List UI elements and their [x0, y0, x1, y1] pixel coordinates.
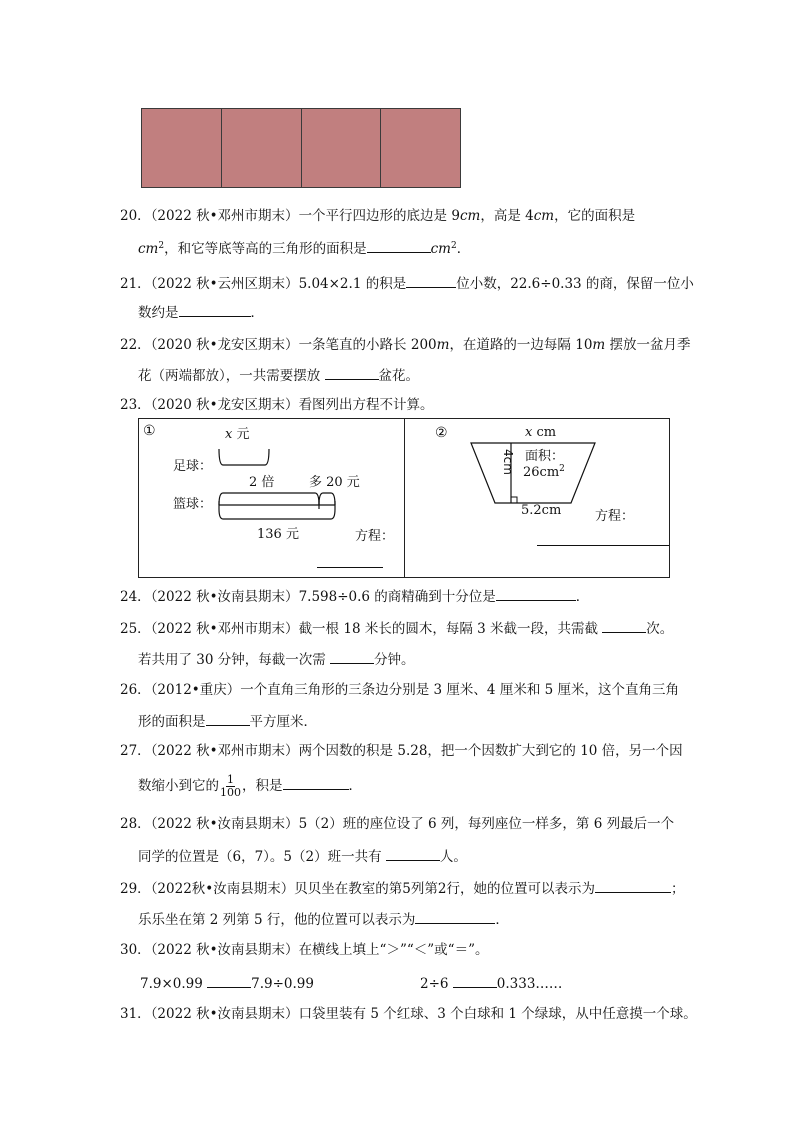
answer-blank[interactable]	[325, 365, 379, 380]
fraction-one-hundredth: $\frac{1}{100}$	[220, 773, 241, 799]
question-source: （2022 秋•邓州市期末）	[150, 208, 299, 224]
trapezoid-height-label: 4cm	[501, 449, 515, 475]
figure-divider	[404, 419, 405, 577]
question-source: （2022 秋•汝南县期末）	[150, 589, 299, 605]
question-28: 28．（2022 秋•汝南县期末）5（2）班的座位设了 6 列，每列座位一样多，第 6 列最后一个	[120, 816, 675, 832]
question-number: 26．	[120, 682, 151, 698]
question-source: （2020 秋•龙安区期末）	[150, 397, 299, 413]
figure-2-marker: ②	[435, 425, 448, 441]
question-28-cont: 同学的位置是（6，7）。5（2）班一共有 人。	[138, 846, 467, 866]
question-number: 23．	[120, 397, 151, 413]
question-22-cont: 花（两端都放），一共需要摆放 盆花。	[138, 365, 419, 385]
question-25: 25．（2022 秋•邓州市期末）截一根 18 米长的圆木，每隔 3 米截一段，共需截 次。	[120, 618, 673, 638]
square-tile	[222, 109, 302, 187]
question-number: 20．	[120, 208, 151, 224]
answer-blank[interactable]	[367, 238, 431, 253]
equation-label-2: 方程：	[595, 509, 635, 524]
answer-blank[interactable]	[602, 618, 646, 633]
answer-blank[interactable]	[206, 711, 250, 726]
question-number: 27．	[120, 743, 151, 759]
square-tiles-figure	[141, 108, 461, 188]
question-21: 21．（2022 秋•云州区期末）5.04×2.1 的积是 位小数，22.6÷0.33 的商，保留一位小	[120, 273, 694, 293]
question-20: 20．（2022 秋•邓州市期末）一个平行四边形的底边是 9cm，高是 4cm，它的面积是	[120, 208, 636, 224]
answer-blank[interactable]	[453, 973, 497, 988]
answer-blank[interactable]	[496, 586, 576, 601]
question-27: 27．（2022 秋•邓州市期末）两个因数的积是 5.28，把一个因数扩大到它的 10 倍，另一个因	[120, 743, 683, 759]
question-30: 30．（2022 秋•汝南县期末）在横线上填上“＞”“＜”或“＝”。	[120, 942, 489, 958]
question-source: （2022 秋•汝南县期末）	[150, 942, 299, 958]
square-tile	[381, 109, 460, 187]
question-source: （2022 秋•邓州市期末）	[150, 621, 299, 637]
question-29: 29．（2022秋•汝南县期末）贝贝坐在教室的第5列第2行，她的位置可以表示为 ；	[120, 878, 684, 898]
question-number: 21．	[120, 276, 151, 292]
question-number: 30．	[120, 942, 151, 958]
question-24: 24．（2022 秋•汝南县期末）7.598÷0.6 的商精确到十分位是 ．	[120, 586, 589, 606]
question-30-expr-2: 2÷6 0.333……	[420, 973, 562, 993]
figure-1-x-label: x 元	[225, 427, 250, 442]
question-20-cont: $cm^2$，和它等底等高的三角形的面积是 $cm^2$．	[138, 238, 470, 258]
answer-blank[interactable]	[406, 273, 456, 288]
question-source: （2012•重庆）	[150, 682, 241, 698]
question-number: 25．	[120, 621, 151, 637]
question-29-cont: 乐乐坐在第 2 列第 5 行，他的位置可以表示为 ．	[138, 909, 509, 929]
question-23: 23．（2020 秋•龙安区期末）看图列出方程不计算。	[120, 397, 434, 413]
question-30-expr-1: 7.9×0.99 7.9÷0.99	[140, 973, 314, 993]
times-two-label: 2 倍	[249, 475, 275, 490]
answer-blank[interactable]	[595, 878, 671, 893]
basketball-label: 篮球：	[173, 497, 213, 512]
equation-figures-box	[138, 418, 670, 578]
question-source: （2022 秋•汝南县期末）	[150, 1006, 299, 1022]
figure-1-segments	[139, 419, 403, 577]
answer-blank[interactable]	[386, 846, 440, 861]
area-label: 面积：	[525, 449, 565, 464]
square-tile	[142, 109, 222, 187]
trapezoid-bottom-label: 5.2cm	[521, 503, 562, 518]
question-number: 28．	[120, 816, 151, 832]
answer-blank[interactable]	[207, 973, 251, 988]
figure-1-marker: ①	[143, 423, 156, 439]
question-27-cont: 数缩小到它的 $\frac{1}{100}$ ，积是 ．	[138, 773, 362, 799]
question-number: 24．	[120, 589, 151, 605]
equation-blank-2[interactable]	[537, 545, 669, 546]
answer-blank[interactable]	[415, 909, 495, 924]
answer-blank[interactable]	[179, 302, 251, 317]
question-source: （2022 秋•汝南县期末）	[150, 816, 299, 832]
question-number: 31．	[120, 1006, 151, 1022]
question-31: 31．（2022 秋•汝南县期末）口袋里装有 5 个红球、3 个白球和 1 个绿球，从中任意摸一个球。	[120, 1006, 697, 1022]
figure-2-x-label: x cm	[525, 425, 557, 440]
total-136-label: 136 元	[257, 527, 299, 542]
question-26: 26．（2012•重庆）一个直角三角形的三条边分别是 3 厘米、4 厘米和 5 厘米，这个直角三角	[120, 682, 679, 698]
question-21-cont: 数约是 ．	[138, 302, 264, 322]
question-source: （2022 秋•邓州市期末）	[150, 743, 299, 759]
question-26-cont: 形的面积是 平方厘米．	[138, 711, 317, 731]
question-source: （2020 秋•龙安区期末）	[150, 337, 299, 353]
question-source: （2022 秋•云州区期末）	[150, 276, 299, 292]
football-label: 足球：	[173, 459, 213, 474]
question-number: 22．	[120, 337, 151, 353]
answer-blank[interactable]	[283, 775, 349, 790]
more-20-label: 多 20 元	[309, 475, 360, 490]
answer-blank[interactable]	[330, 649, 374, 664]
question-22: 22．（2020 秋•龙安区期末）一条笔直的小路长 200m，在道路的一边每隔 10m 摆放一盆月季	[120, 337, 691, 353]
square-tile	[302, 109, 382, 187]
question-25-cont: 若共用了 30 分钟，每截一次需 分钟。	[138, 649, 415, 669]
area-value: $26cm^2$	[523, 464, 565, 480]
equation-label-1: 方程：	[355, 529, 395, 544]
question-number: 29．	[120, 881, 151, 897]
question-source: （2022秋•汝南县期末）	[150, 881, 295, 897]
